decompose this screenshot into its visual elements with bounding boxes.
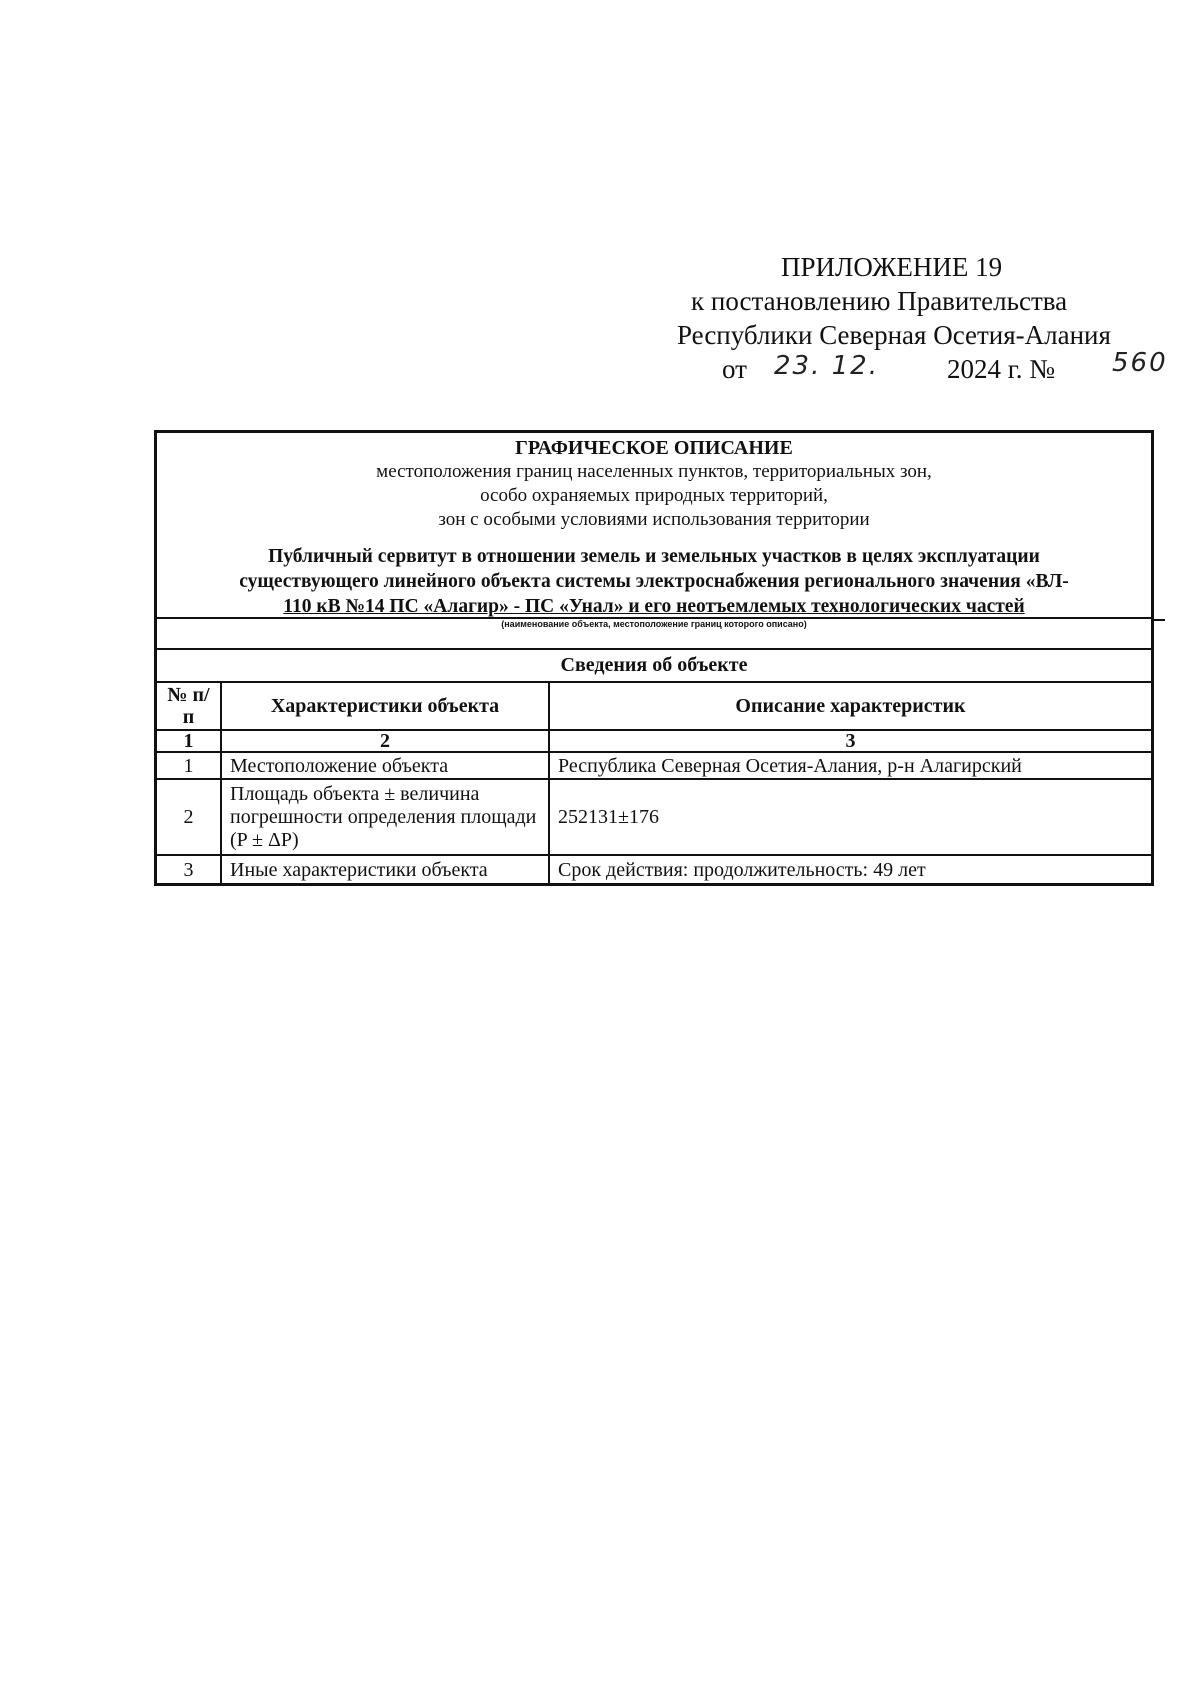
row-characteristic: Местоположение объекта <box>221 752 549 779</box>
column-header-number: № п/п <box>157 682 221 730</box>
year-and-number-label: 2024 г. № <box>947 354 1056 384</box>
column-number: 3 <box>549 730 1151 752</box>
row-number: 2 <box>157 779 221 855</box>
row-characteristic: Площадь объекта ± величина погрешности определения площади (P ± ΔP) <box>221 779 549 855</box>
description-line: местоположения границ населенных пунктов, территориальных зон, <box>376 461 932 482</box>
description-line: особо охраняемых природных территорий, <box>480 485 828 506</box>
divider <box>157 648 1151 650</box>
row-description: Срок действия: продолжительность: 49 лет <box>549 855 1151 884</box>
table-row <box>157 855 1151 884</box>
column-number-row <box>157 730 1151 752</box>
column-header-description: Описание характеристик <box>549 682 1151 730</box>
section-title: Сведения об объекте <box>560 654 748 676</box>
appendix-resolution-line: к постановлению Правительства <box>691 286 1068 316</box>
row-description: Республика Северная Осетия-Алания, р-н Алагирский <box>549 752 1151 779</box>
row-number: 1 <box>157 752 221 779</box>
object-info-table <box>157 681 1151 884</box>
object-name <box>157 544 1151 619</box>
handwritten-number: 560 <box>1112 348 1168 378</box>
description-block <box>157 433 1151 619</box>
divider <box>1151 619 1165 621</box>
description-title: ГРАФИЧЕСКОЕ ОПИСАНИЕ <box>515 437 793 459</box>
graphic-description-frame <box>154 430 1154 886</box>
row-number: 3 <box>157 855 221 884</box>
object-name-line: 110 кВ №14 ПС «Алагир» - ПС «Унал» и его неотъемлемых технологических частей <box>283 596 1025 617</box>
table-header-row <box>157 682 1151 730</box>
column-number: 2 <box>221 730 549 752</box>
object-name-line: существующего линейного объекта системы электроснабжения регионального значения «ВЛ- <box>239 571 1069 592</box>
date-prefix: от <box>722 354 747 384</box>
row-description: 252131±176 <box>549 779 1151 855</box>
table-row <box>157 779 1151 855</box>
object-name-caption: (наименование объекта, местоположение границ которого описано) <box>501 619 807 629</box>
appendix-title: ПРИЛОЖЕНИЕ 19 <box>781 252 1003 282</box>
appendix-date-line <box>722 348 1168 386</box>
column-number: 1 <box>157 730 221 752</box>
table-row <box>157 752 1151 779</box>
column-header-characteristic: Характеристики объекта <box>221 682 549 730</box>
object-name-line: Публичный сервитут в отношении земель и земельных участков в целях эксплуатации <box>268 546 1040 567</box>
handwritten-date: 23. 12. <box>774 351 879 381</box>
description-line: зон с особыми условиями использования территории <box>438 509 870 530</box>
row-characteristic: Иные характеристики объекта <box>221 855 549 884</box>
appendix-republic-line: Республики Северная Осетия-Алания <box>677 320 1111 350</box>
